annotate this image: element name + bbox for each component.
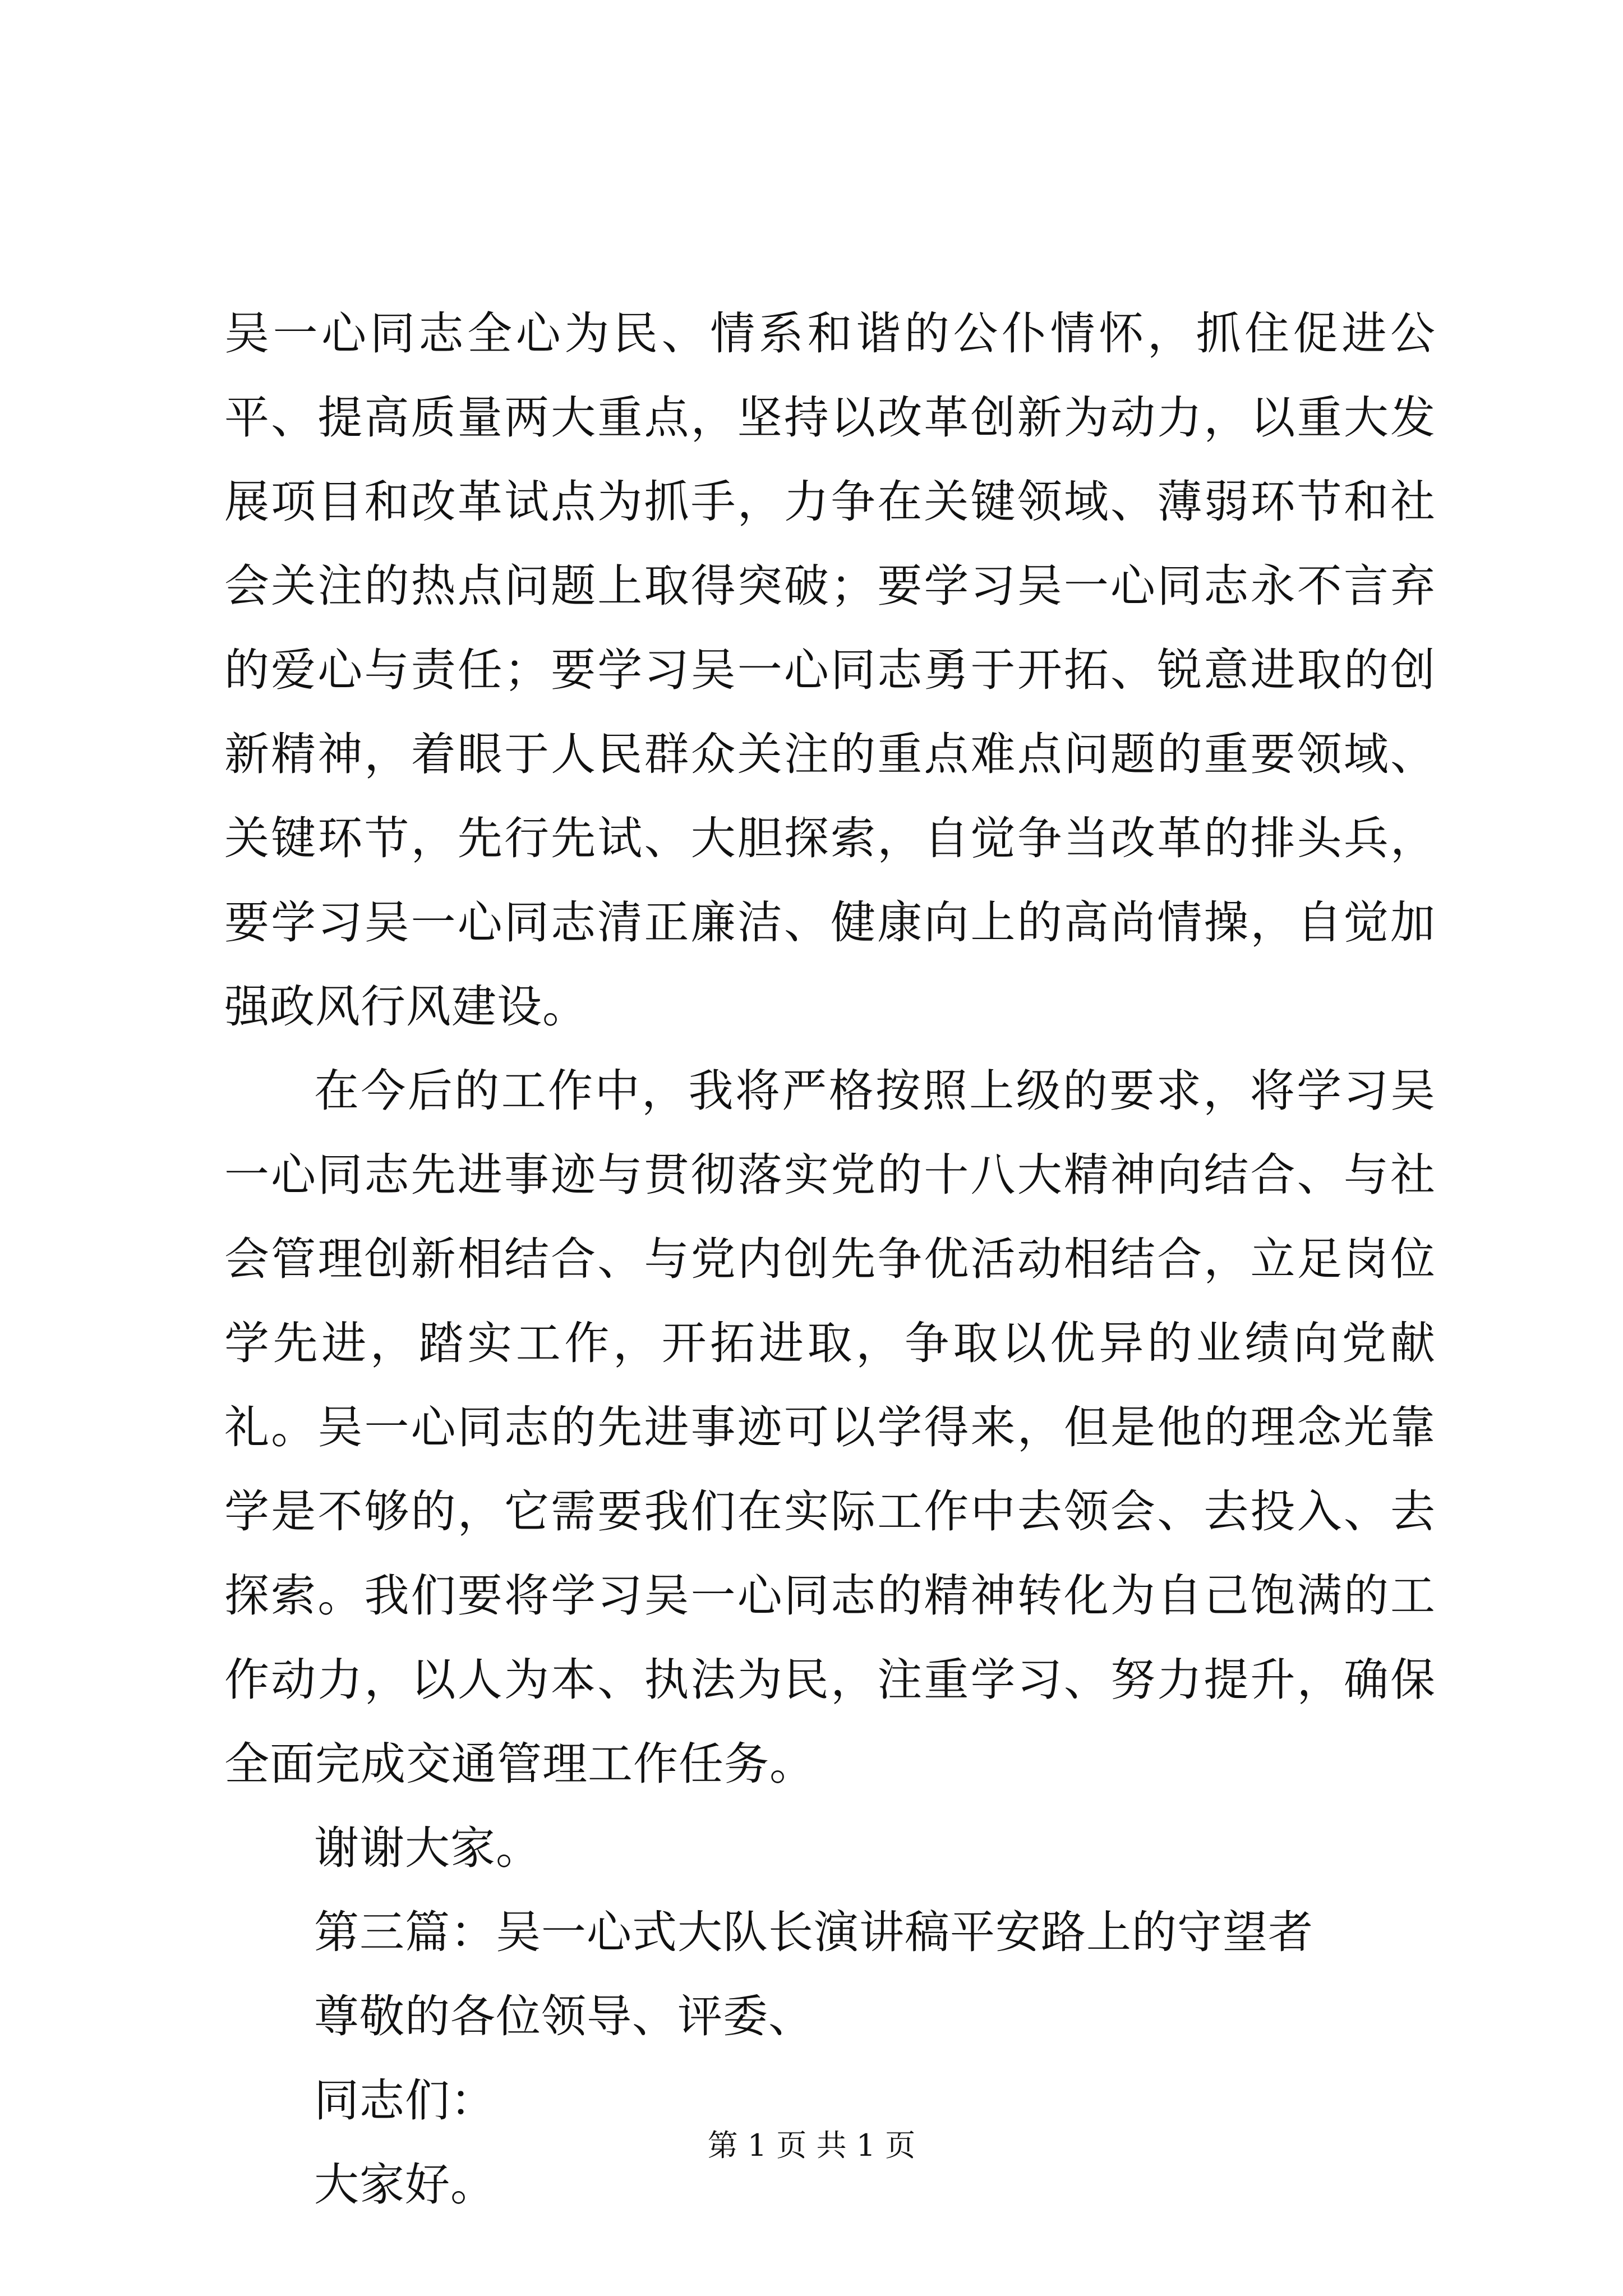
body-paragraph-1: 吴一心同志全心为民、情系和谐的公仆情怀，抓住促进公平、提高质量两大重点，坚持以改革创新为动力，以重大发展项目和改革试点为抓手，力争在关键领域、薄弱环节和社会关注的热点问题上取得突破；要学习吴一心同志永不言弃的爱心与责任；要学习吴一心同志勇于开拓、锐意进取的创新精神，着眼于人民群众关注的重点难点问题的重要领域、关键环节，先行先试、大胆探索，自觉争当改革的排头兵，要学习吴一心同志清正廉洁、健康向上的高尚情操，自觉加强政风行风建设。 <box>224 307 1436 1033</box>
greeting: 大家好。 <box>314 2159 496 2211</box>
salutation-comrades: 同志们： <box>314 2074 496 2127</box>
page-footer: 第 1 页 共 1 页 <box>707 2128 916 2163</box>
closing-thanks: 谢谢大家。 <box>314 1822 541 1874</box>
salutation-leaders: 尊敬的各位领导、评委、 <box>314 1990 814 2042</box>
document-body <box>224 292 1436 2227</box>
body-paragraph-2: 在今后的工作中，我将严格按照上级的要求，将学习吴一心同志先进事迹与贯彻落实党的十八大精神向结合、与社会管理创新相结合、与党内创先争优活动相结合，立足岗位学先进，踏实工作，开拓进取，争取以优异的业绩向党献礼。吴一心同志的先进事迹可以学得来，但是他的理念光靠学是不够的，它需要我们在实际工作中去领会、去投入、去探索。我们要将学习吴一心同志的精神转化为自己饱满的工作动力，以人为本、执法为民，注重学习、努力提升，确保全面完成交通管理工作任务。 <box>224 1065 1436 1790</box>
section-title: 第三篇：吴一心式大队长演讲稿平安路上的守望者 <box>314 1906 1313 1958</box>
